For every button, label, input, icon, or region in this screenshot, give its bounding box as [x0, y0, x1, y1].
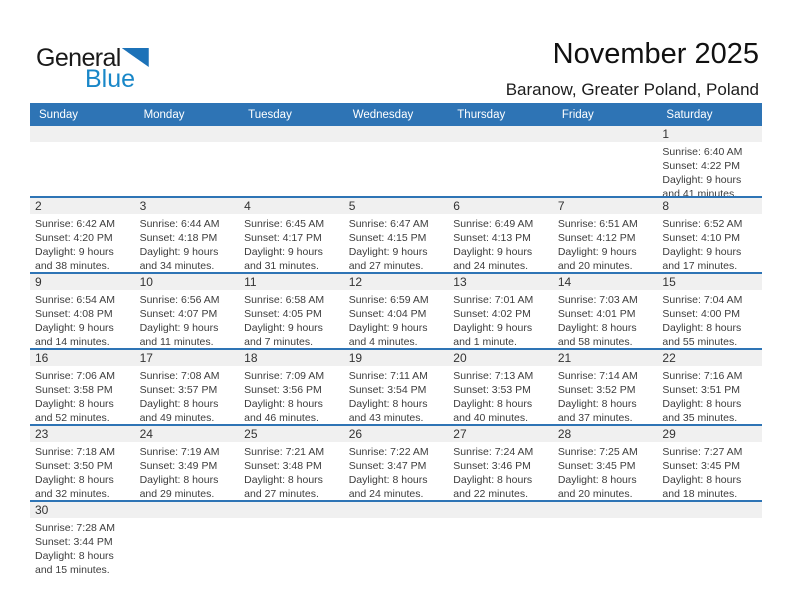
page-subtitle: Baranow, Greater Poland, Poland [505, 80, 759, 99]
daylight-text-line2: and 24 minutes. [348, 488, 424, 500]
day-cell-10 [135, 274, 240, 348]
week-row-3 [30, 272, 762, 348]
calendar-table [30, 103, 762, 576]
day-number: 14 [553, 274, 658, 290]
day-details [239, 214, 344, 272]
day-number: 20 [448, 350, 553, 366]
daylight-text-line1: Daylight: 8 hours [348, 474, 428, 486]
daylight-text-line1: Daylight: 9 hours [348, 322, 428, 334]
daylight-text-line2: and 43 minutes. [348, 412, 424, 424]
day-details [657, 142, 762, 196]
daylight-text-line2: and 49 minutes. [139, 412, 215, 424]
sunset-text: Sunset: 3:45 PM [557, 460, 636, 472]
day-cell-7 [553, 198, 658, 272]
daylight-text-line1: Daylight: 9 hours [139, 322, 219, 334]
day-details [553, 442, 658, 500]
empty-cell [30, 126, 135, 196]
day-details [30, 290, 135, 348]
sunrise-text: Sunrise: 7:16 AM [662, 370, 743, 382]
sunset-text: Sunset: 3:56 PM [244, 384, 322, 396]
sunset-text: Sunset: 4:10 PM [662, 232, 741, 244]
sunset-text: Sunset: 4:07 PM [139, 308, 218, 320]
day-number: 6 [448, 198, 553, 214]
day-cell-14 [553, 274, 658, 348]
sunrise-text: Sunrise: 7:09 AM [244, 370, 325, 382]
daylight-text-line2: and 38 minutes. [35, 260, 110, 272]
sunset-text: Sunset: 3:45 PM [662, 460, 741, 472]
day-details [30, 518, 135, 576]
day-number: 5 [344, 198, 449, 214]
daylight-text-line2: and 52 minutes. [35, 412, 110, 424]
sunrise-text: Sunrise: 7:21 AM [244, 446, 325, 458]
day-cell-5 [344, 198, 449, 272]
weekday-header-monday: Monday [143, 108, 185, 121]
daylight-text-line1: Daylight: 8 hours [139, 398, 219, 410]
daylight-text-line1: Daylight: 8 hours [662, 322, 742, 334]
daylight-text-line1: Daylight: 9 hours [244, 246, 323, 258]
day-number: 18 [239, 350, 344, 366]
day-details [553, 214, 658, 272]
sunrise-text: Sunrise: 7:13 AM [453, 370, 534, 382]
day-cell-21 [553, 350, 658, 424]
sunset-text: Sunset: 3:49 PM [139, 460, 218, 472]
daylight-text-line1: Daylight: 8 hours [453, 398, 533, 410]
daylight-text-line2: and 27 minutes. [244, 488, 319, 500]
day-details [657, 442, 762, 500]
daylight-text-line1: Daylight: 8 hours [348, 398, 428, 410]
day-cell-24 [135, 426, 240, 500]
daylight-text-line2: and 20 minutes. [557, 260, 633, 272]
sunrise-text: Sunrise: 7:08 AM [139, 370, 220, 382]
daylight-text-line2: and 32 minutes. [35, 488, 110, 500]
logo-text-blue: Blue [85, 65, 136, 93]
weekday-header-saturday: Saturday [666, 108, 713, 121]
day-cell-8 [657, 198, 762, 272]
daylight-text-line2: and 55 minutes. [662, 336, 738, 348]
daylight-text-line2: and 22 minutes. [453, 488, 528, 500]
day-number-strip [135, 502, 240, 518]
day-details [344, 290, 449, 348]
empty-cell [344, 502, 449, 576]
day-number: 15 [657, 274, 762, 290]
day-number: 30 [30, 502, 135, 518]
sunrise-text: Sunrise: 6:58 AM [244, 294, 325, 306]
daylight-text-line1: Daylight: 8 hours [662, 474, 742, 486]
daylight-text-line1: Daylight: 9 hours [244, 322, 323, 334]
day-details [448, 214, 553, 272]
daylight-text-line2: and 11 minutes. [139, 336, 214, 348]
day-cell-26 [344, 426, 449, 500]
day-number: 24 [135, 426, 240, 442]
sunset-text: Sunset: 4:00 PM [662, 308, 741, 320]
empty-cell [657, 502, 762, 576]
day-cell-29 [657, 426, 762, 500]
day-number: 10 [135, 274, 240, 290]
daylight-text-line1: Daylight: 8 hours [557, 398, 637, 410]
day-details [135, 290, 240, 348]
weekday-header-sunday: Sunday [39, 108, 79, 121]
day-details [135, 366, 240, 424]
day-number: 9 [30, 274, 135, 290]
day-number: 21 [553, 350, 658, 366]
daylight-text-line1: Daylight: 9 hours [35, 246, 114, 258]
day-cell-19 [344, 350, 449, 424]
day-details [553, 366, 658, 424]
sunrise-text: Sunrise: 6:40 AM [662, 146, 743, 158]
day-details [30, 442, 135, 500]
sunset-text: Sunset: 3:46 PM [453, 460, 531, 472]
day-number: 16 [30, 350, 135, 366]
empty-cell [344, 126, 449, 196]
sunrise-text: Sunrise: 7:19 AM [139, 446, 220, 458]
day-details [657, 366, 762, 424]
sunset-text: Sunset: 3:50 PM [35, 460, 113, 472]
daylight-text-line1: Daylight: 9 hours [139, 246, 219, 258]
sunrise-text: Sunrise: 7:01 AM [453, 294, 534, 306]
sunset-text: Sunset: 4:02 PM [453, 308, 531, 320]
sunrise-text: Sunrise: 6:49 AM [453, 218, 534, 230]
daylight-text-line2: and 14 minutes. [35, 336, 110, 348]
daylight-text-line2: and 34 minutes. [139, 260, 215, 272]
general-blue-logo [36, 44, 149, 94]
day-details [135, 214, 240, 272]
day-details [344, 214, 449, 272]
sunset-text: Sunset: 3:54 PM [348, 384, 427, 396]
daylight-text-line1: Daylight: 9 hours [557, 246, 637, 258]
week-row-5 [30, 424, 762, 500]
sunrise-text: Sunrise: 7:04 AM [662, 294, 743, 306]
daylight-text-line2: and 1 minute. [453, 336, 517, 348]
day-number-strip [448, 126, 553, 142]
day-number-strip [30, 126, 135, 142]
sunset-text: Sunset: 4:17 PM [244, 232, 322, 244]
sunset-text: Sunset: 3:58 PM [35, 384, 113, 396]
sunset-text: Sunset: 3:52 PM [557, 384, 636, 396]
sunset-text: Sunset: 3:53 PM [453, 384, 531, 396]
empty-cell [135, 502, 240, 576]
day-details [344, 442, 449, 500]
daylight-text-line1: Daylight: 8 hours [453, 474, 533, 486]
sunset-text: Sunset: 3:57 PM [139, 384, 218, 396]
day-cell-27 [448, 426, 553, 500]
sunrise-text: Sunrise: 6:59 AM [348, 294, 429, 306]
daylight-text-line2: and 41 minutes. [662, 188, 738, 196]
sunrise-text: Sunrise: 6:44 AM [139, 218, 220, 230]
sunrise-text: Sunrise: 6:45 AM [244, 218, 325, 230]
daylight-text-line2: and 20 minutes. [557, 488, 633, 500]
day-details [344, 366, 449, 424]
day-cell-23 [30, 426, 135, 500]
sunset-text: Sunset: 4:20 PM [35, 232, 113, 244]
daylight-text-line2: and 18 minutes. [662, 488, 738, 500]
day-cell-13 [448, 274, 553, 348]
daylight-text-line1: Daylight: 9 hours [348, 246, 428, 258]
day-details [239, 290, 344, 348]
sunset-text: Sunset: 4:22 PM [662, 160, 741, 172]
weekday-header-thursday: Thursday [457, 108, 506, 121]
day-number-strip [448, 502, 553, 518]
sunset-text: Sunset: 4:13 PM [453, 232, 531, 244]
sunset-text: Sunset: 3:47 PM [348, 460, 427, 472]
day-details [30, 214, 135, 272]
day-number-strip [657, 502, 762, 518]
sunset-text: Sunset: 3:48 PM [244, 460, 322, 472]
sunrise-text: Sunrise: 6:54 AM [35, 294, 115, 306]
week-row-1 [30, 126, 762, 196]
day-number: 7 [553, 198, 658, 214]
day-details [553, 290, 658, 348]
sunset-text: Sunset: 4:05 PM [244, 308, 322, 320]
day-number: 8 [657, 198, 762, 214]
day-number-strip [553, 126, 658, 142]
day-details [448, 366, 553, 424]
day-cell-9 [30, 274, 135, 348]
day-details [135, 442, 240, 500]
daylight-text-line2: and 29 minutes. [139, 488, 215, 500]
day-number: 1 [657, 126, 762, 142]
sunset-text: Sunset: 4:08 PM [35, 308, 113, 320]
daylight-text-line1: Daylight: 8 hours [557, 322, 637, 334]
daylight-text-line2: and 7 minutes. [244, 336, 314, 348]
day-number: 27 [448, 426, 553, 442]
day-number: 26 [344, 426, 449, 442]
daylight-text-line1: Daylight: 8 hours [244, 398, 323, 410]
day-number-strip [344, 126, 449, 142]
weekday-header-row [30, 103, 762, 126]
daylight-text-line1: Daylight: 9 hours [453, 246, 533, 258]
day-details [657, 214, 762, 272]
day-cell-16 [30, 350, 135, 424]
sunrise-text: Sunrise: 7:27 AM [662, 446, 743, 458]
day-number: 29 [657, 426, 762, 442]
daylight-text-line1: Daylight: 8 hours [244, 474, 323, 486]
weekday-header-friday: Friday [561, 108, 594, 121]
sunrise-text: Sunrise: 7:22 AM [348, 446, 429, 458]
sunset-text: Sunset: 4:18 PM [139, 232, 218, 244]
sunrise-text: Sunrise: 7:28 AM [35, 522, 115, 534]
sunset-text: Sunset: 4:04 PM [348, 308, 427, 320]
daylight-text-line2: and 58 minutes. [557, 336, 633, 348]
day-number: 2 [30, 198, 135, 214]
daylight-text-line2: and 46 minutes. [244, 412, 319, 424]
day-number: 19 [344, 350, 449, 366]
daylight-text-line1: Daylight: 8 hours [557, 474, 637, 486]
day-cell-3 [135, 198, 240, 272]
sunrise-text: Sunrise: 7:11 AM [348, 370, 428, 382]
day-number: 13 [448, 274, 553, 290]
empty-cell [553, 126, 658, 196]
sunset-text: Sunset: 3:51 PM [662, 384, 741, 396]
daylight-text-line2: and 31 minutes. [244, 260, 319, 272]
sunrise-text: Sunrise: 7:25 AM [557, 446, 638, 458]
daylight-text-line1: Daylight: 8 hours [139, 474, 219, 486]
day-cell-12 [344, 274, 449, 348]
logo-text-general: General [36, 44, 121, 72]
sunrise-text: Sunrise: 6:42 AM [35, 218, 115, 230]
daylight-text-line1: Daylight: 9 hours [35, 322, 114, 334]
day-cell-17 [135, 350, 240, 424]
day-cell-1 [657, 126, 762, 196]
day-details [448, 442, 553, 500]
empty-cell [553, 502, 658, 576]
daylight-text-line1: Daylight: 9 hours [662, 174, 742, 186]
day-number: 23 [30, 426, 135, 442]
sunrise-text: Sunrise: 6:47 AM [348, 218, 429, 230]
week-row-4 [30, 348, 762, 424]
sunrise-text: Sunrise: 7:24 AM [453, 446, 534, 458]
weekday-header-tuesday: Tuesday [248, 108, 292, 121]
day-details [30, 366, 135, 424]
daylight-text-line2: and 35 minutes. [662, 412, 738, 424]
sunrise-text: Sunrise: 6:56 AM [139, 294, 220, 306]
sunrise-text: Sunrise: 7:06 AM [35, 370, 115, 382]
daylight-text-line1: Daylight: 8 hours [35, 474, 114, 486]
empty-cell [448, 126, 553, 196]
day-details [239, 442, 344, 500]
sunrise-text: Sunrise: 7:14 AM [557, 370, 638, 382]
daylight-text-line2: and 40 minutes. [453, 412, 528, 424]
sunrise-text: Sunrise: 6:51 AM [557, 218, 638, 230]
daylight-text-line2: and 15 minutes. [35, 564, 110, 576]
day-cell-25 [239, 426, 344, 500]
sunrise-text: Sunrise: 7:18 AM [35, 446, 115, 458]
sunset-text: Sunset: 3:44 PM [35, 536, 113, 548]
day-number: 11 [239, 274, 344, 290]
daylight-text-line2: and 24 minutes. [453, 260, 528, 272]
day-number-strip [239, 126, 344, 142]
day-number: 4 [239, 198, 344, 214]
day-number: 12 [344, 274, 449, 290]
day-cell-2 [30, 198, 135, 272]
sunset-text: Sunset: 4:12 PM [557, 232, 636, 244]
day-number: 3 [135, 198, 240, 214]
day-cell-4 [239, 198, 344, 272]
sunrise-text: Sunrise: 6:52 AM [662, 218, 743, 230]
week-row-2 [30, 196, 762, 272]
empty-cell [239, 126, 344, 196]
day-number-strip [239, 502, 344, 518]
page-title: November 2025 [552, 38, 759, 70]
day-number: 25 [239, 426, 344, 442]
day-cell-11 [239, 274, 344, 348]
weekday-header-wednesday: Wednesday [352, 108, 414, 121]
day-number: 22 [657, 350, 762, 366]
week-row-6 [30, 500, 762, 576]
day-cell-15 [657, 274, 762, 348]
sunset-text: Sunset: 4:01 PM [557, 308, 636, 320]
calendar-grid [30, 126, 762, 576]
day-details [239, 366, 344, 424]
day-cell-28 [553, 426, 658, 500]
day-cell-6 [448, 198, 553, 272]
empty-cell [239, 502, 344, 576]
day-number: 28 [553, 426, 658, 442]
sunrise-text: Sunrise: 7:03 AM [557, 294, 638, 306]
daylight-text-line2: and 37 minutes. [557, 412, 633, 424]
daylight-text-line1: Daylight: 8 hours [35, 398, 114, 410]
daylight-text-line2: and 17 minutes. [662, 260, 738, 272]
daylight-text-line1: Daylight: 9 hours [662, 246, 742, 258]
day-number-strip [553, 502, 658, 518]
daylight-text-line2: and 27 minutes. [348, 260, 424, 272]
sunset-text: Sunset: 4:15 PM [348, 232, 427, 244]
empty-cell [135, 126, 240, 196]
day-cell-20 [448, 350, 553, 424]
day-details [448, 290, 553, 348]
empty-cell [448, 502, 553, 576]
day-cell-30 [30, 502, 135, 576]
daylight-text-line2: and 4 minutes. [348, 336, 418, 348]
daylight-text-line1: Daylight: 8 hours [35, 550, 114, 562]
day-details [657, 290, 762, 348]
day-number-strip [344, 502, 449, 518]
day-cell-22 [657, 350, 762, 424]
daylight-text-line1: Daylight: 9 hours [453, 322, 533, 334]
day-cell-18 [239, 350, 344, 424]
daylight-text-line1: Daylight: 8 hours [662, 398, 742, 410]
day-number: 17 [135, 350, 240, 366]
day-number-strip [135, 126, 240, 142]
